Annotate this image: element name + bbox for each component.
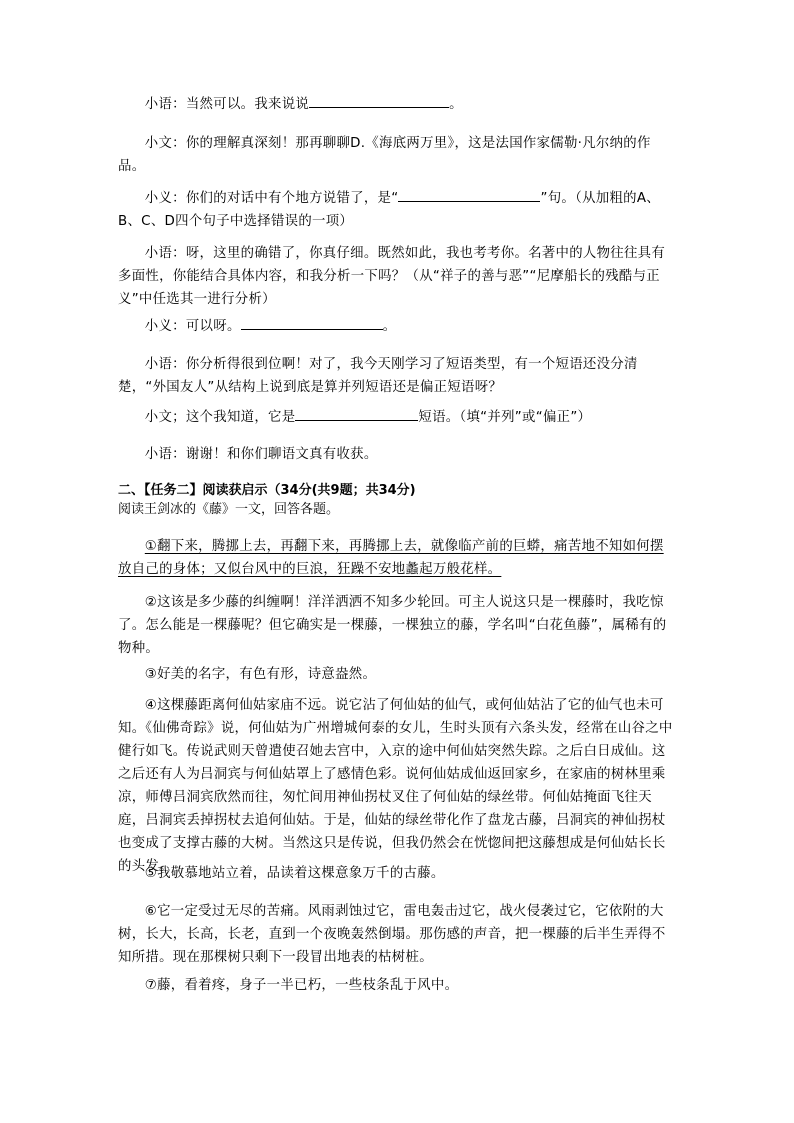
dialogue-text: 。 bbox=[449, 97, 463, 112]
dialogue-paragraph-5 bbox=[118, 315, 674, 338]
dialogue-text: 小语：当然可以。我来说说 bbox=[144, 97, 310, 112]
article-paragraph-4: ④这棵藤距离何仙姑家庙不远。说它沾了何仙姑的仙气，或何仙姑沾了它的仙气也未可知。《仙佛奇踪》说，何仙姑为广州增城何泰的女儿，生时头顶有六条头发，经常在山谷之中健行如飞。传说武则天曾遣使召她去宫中，入京的途中何仙姑突然失踪。之后白日成仙。这之后还有人为吕洞宾与何仙姑罩上了感情色彩。说何仙姑成仙返回家乡，在家庙的树林里乘凉，师傅吕洞宾欣然而往，匆忙间用神仙拐杖叉住了何仙姑的绿丝带。何仙姑掩面飞往天庭，吕洞宾丢掉拐杖去追何仙姑。于是，仙姑的绿丝带化作了盘龙古藤，吕洞宾的神仙拐杖也变成了支撑古藤的大树。当然这只是传说，但我仍然会在恍惚间把这藤想成是何仙姑长长的头发。 bbox=[118, 698, 673, 874]
article-paragraph-3: ③好美的名字，有色有形，诗意盎然。 bbox=[144, 667, 377, 682]
section-heading bbox=[118, 482, 678, 500]
dialogue-paragraph-6: 小语：你分析得很到位啊！对了，我今天刚学习了短语类型，有一个短语还没分清楚，“外国友人”从结构上说到底是算并列短语还是偏正短语呀？ bbox=[118, 357, 638, 395]
dialogue-text: 小义：可以呀。 bbox=[144, 319, 241, 334]
section-number: 二、 bbox=[118, 483, 145, 498]
section-intro: 阅读王剑冰的《藤》一文，回答各题。 bbox=[118, 502, 340, 517]
dialogue-text: ”句。（从加粗的A、B、C、D四个句子中选择错误的一项） bbox=[118, 191, 660, 229]
dialogue-text: 。 bbox=[382, 319, 397, 334]
article-paragraph-2: ②这该是多少藤的纠缠啊！洋洋洒洒不知多少轮回。可主人说这只是一棵藤时，我吃惊了。怎么能是一棵藤呢？但它确实是一棵藤，一棵独立的藤，学名叫“白花鱼藤”，属稀有的物种。 bbox=[118, 595, 667, 656]
dialogue-paragraph-4: 小语：呀，这里的确错了，你真仔细。既然如此，我也考考你。名著中的人物往往具有多面性，你能结合具体内容，和我分析一下吗？（从“祥子的善与恶”“尼摩船长的残酷与正义”中任选其一进行分析） bbox=[118, 246, 666, 307]
dialogue-text: 短语。（填“并列”或“偏正”） bbox=[418, 410, 592, 425]
dialogue-text: 小义：你们的对话中有个地方说错了，是“ bbox=[144, 191, 399, 206]
dialogue-paragraph-7 bbox=[118, 406, 674, 429]
answer-blank-1[interactable] bbox=[309, 93, 449, 108]
article-paragraph-5: ⑤我敬慕地站立着，品读着这棵意象万千的古藤。 bbox=[144, 866, 445, 881]
article-paragraph-1 bbox=[118, 535, 674, 581]
answer-blank-2[interactable] bbox=[398, 187, 540, 202]
dialogue-paragraph-1 bbox=[118, 93, 674, 116]
answer-blank-3[interactable] bbox=[241, 315, 383, 330]
section-title: 【任务二】阅读获启示（34分(共9题；共34分) bbox=[144, 483, 416, 498]
underlined-passage: ①翻下来，腾挪上去，再翻下来，再腾挪上去，就像临产前的巨蟒，痛苦地不知如何摆放自己的身体；又似台风中的巨浪，狂躁不安地蠡起万般花样。 bbox=[118, 539, 664, 577]
dialogue-paragraph-8: 小语：谢谢！和你们聊语文真有收获。 bbox=[144, 447, 378, 462]
dialogue-paragraph-3 bbox=[118, 187, 674, 233]
answer-blank-4[interactable] bbox=[295, 406, 418, 421]
dialogue-text: 小文；这个我知道，它是 bbox=[144, 410, 296, 425]
dialogue-paragraph-2: 小文：你的理解真深刻！那再聊聊D.《海底两万里》，这是法国作家儒勒·凡尔纳的作品。 bbox=[118, 136, 651, 174]
article-paragraph-7: ⑦藤，看着疼，身子一半已朽，一些枝条乱于风中。 bbox=[144, 978, 459, 993]
article-paragraph-6: ⑥它一定受过无尽的苦痛。风雨剥蚀过它，雷电轰击过它，战火侵袭过它，它依附的大树，长大，长高，长老，直到一个夜晚轰然倒塌。那伤感的声音，把一棵藤的后半生弄得不知所措。现在那棵树只剩下一段冒出地表的枯树桩。 bbox=[118, 904, 666, 965]
